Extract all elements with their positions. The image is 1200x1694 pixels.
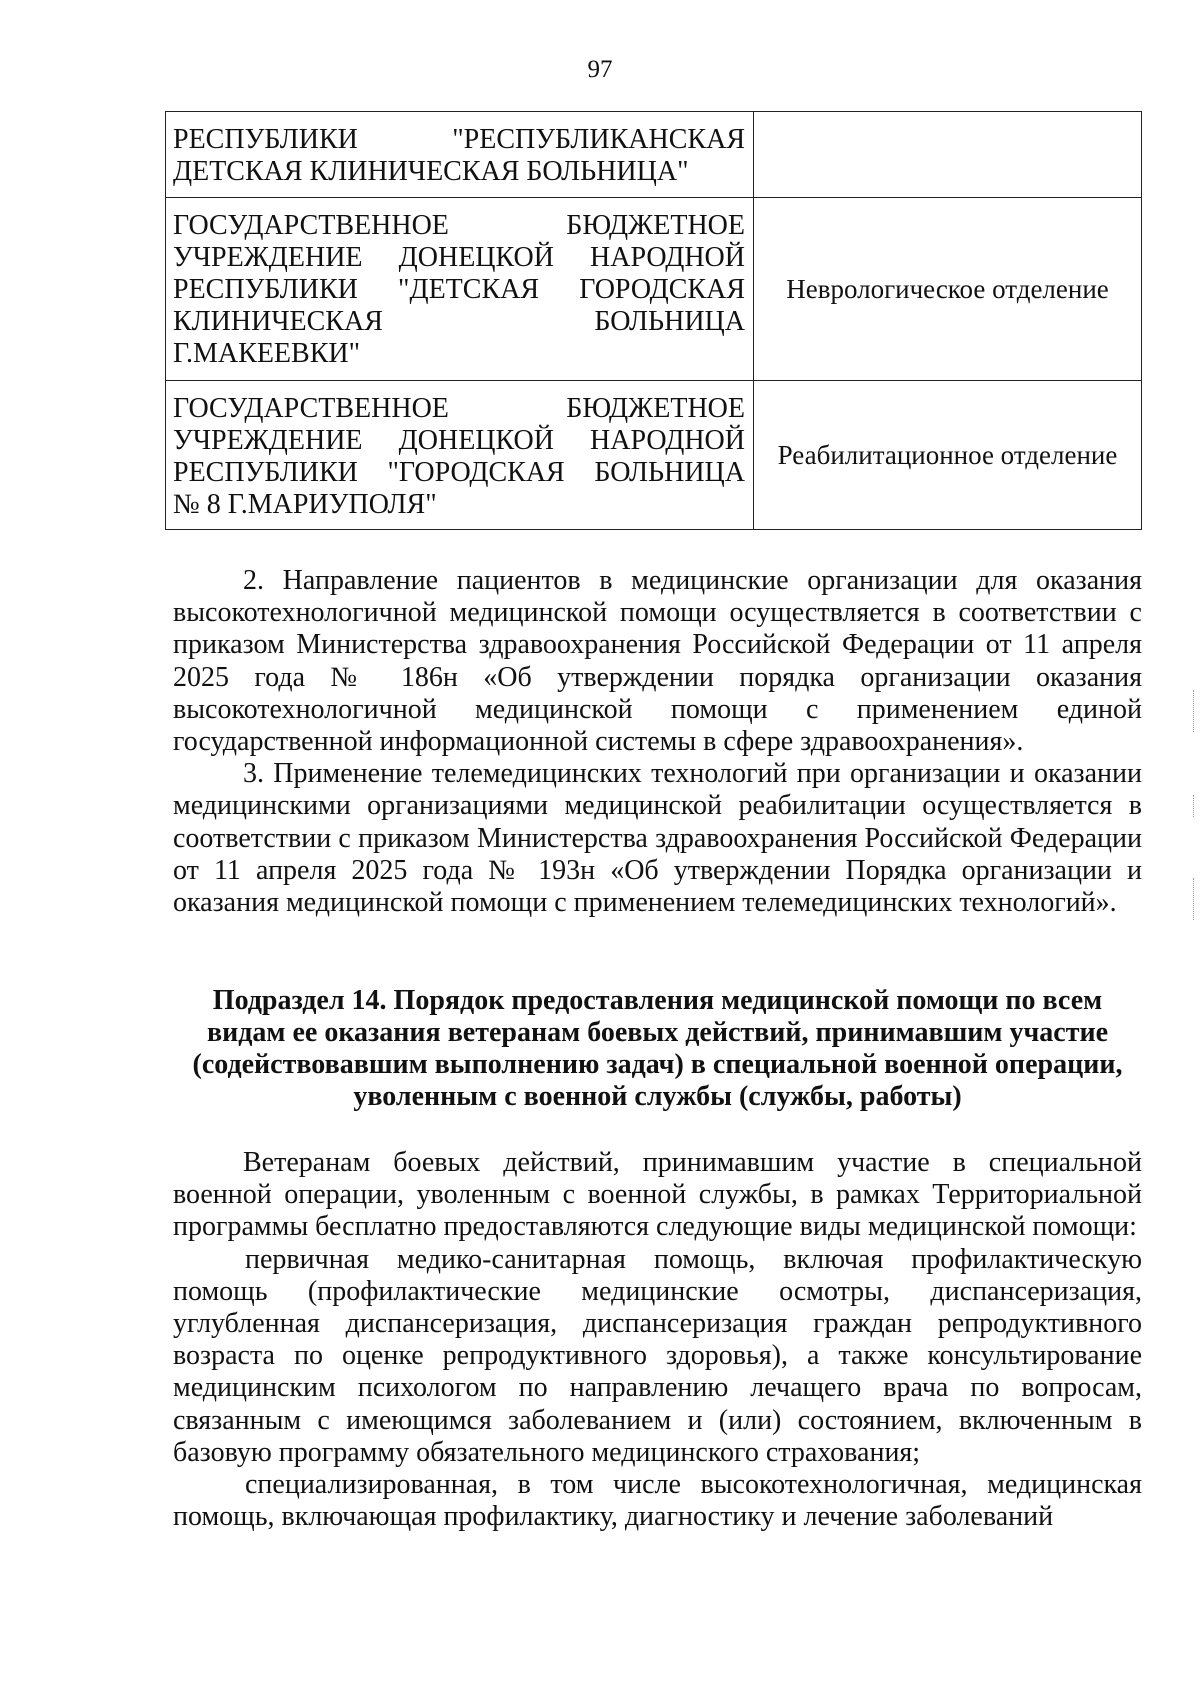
organization-name-line: РЕСПУБЛИКИ "ДЕТСКАЯ ГОРОДСКАЯ bbox=[173, 274, 745, 305]
section-heading-line: Подраздел 14. Порядок предоставления медицинской помощи по всем bbox=[212, 985, 1103, 1016]
organization-name-line: УЧРЕЖДЕНИЕ ДОНЕЦКОЙ НАРОДНОЙ bbox=[173, 425, 745, 456]
organization-name-line: ГОСУДАРСТВЕННОЕ БЮДЖЕТНОЕ bbox=[173, 393, 745, 424]
margin-scan-mark bbox=[1193, 795, 1196, 817]
referral-section bbox=[173, 565, 1142, 919]
section-heading-line: (содействовавшим выполнению задач) в специальной военной операции, bbox=[192, 1049, 1123, 1080]
department-cell: Неврологическое отделение bbox=[754, 198, 1142, 381]
table-row bbox=[166, 112, 1142, 198]
margin-scan-mark bbox=[1193, 878, 1196, 920]
organizations-table bbox=[165, 111, 1142, 530]
paragraph-veterans-intro: Ветеранам боевых действий, принимавшим участие в специальной военной операции, уволенным с военной службы, в рамках Территориальной программы бесплатно предоставляются следующие виды медицинской помощи: bbox=[173, 1147, 1142, 1243]
organization-cell bbox=[166, 198, 754, 381]
organization-name-line: КЛИНИЧЕСКАЯ БОЛЬНИЦА bbox=[173, 306, 745, 337]
paragraph-primary-care: первичная медико-санитарная помощь, включая профилактическую помощь (профилактические медицинские осмотры, диспансеризация, углубленная диспансеризация, диспансеризация граждан репродуктивного возраста по оценке репродуктивного здоровья), а также консультирование медицинским психологом по направлению лечащего врача по вопросам, связанным с имеющимся заболеванием и (или) состоянием, включенным в базовую программу обязательного медицинского страхования; bbox=[173, 1243, 1142, 1468]
organization-name-line: Г.МАКЕЕВКИ" bbox=[173, 338, 361, 369]
organization-name-line: ДЕТСКАЯ КЛИНИЧЕСКАЯ БОЛЬНИЦА" bbox=[173, 156, 689, 187]
veterans-section bbox=[173, 1147, 1142, 1533]
organization-name-line: ГОСУДАРСТВЕННОЕ БЮДЖЕТНОЕ bbox=[173, 210, 745, 241]
organization-name-line: РЕСПУБЛИКИ "РЕСПУБЛИКАНСКАЯ bbox=[173, 124, 745, 155]
paragraph-specialized-care: специализированная, в том числе высокотехнологичная, медицинская помощь, включающая профилактику, диагностику и лечение заболеваний bbox=[173, 1469, 1142, 1533]
organization-name-line: УЧРЕЖДЕНИЕ ДОНЕЦКОЙ НАРОДНОЙ bbox=[173, 242, 745, 273]
organization-cell bbox=[166, 381, 754, 530]
section-heading-line: видам ее оказания ветеранам боевых действий, принимавшим участие bbox=[206, 1017, 1109, 1048]
paragraph-hightech-referral: 2. Направление пациентов в медицинские организации для оказания высокотехнологичной медицинской помощи осуществляется в соответствии с приказом Министерства здравоохранения Российской Федерации от 11 апреля 2025 года № 186н «Об утверждении порядка организации оказания высокотехнологичной медицинской помощи с применением единой государственной информационной системы в сфере здравоохранения». bbox=[173, 565, 1142, 758]
department-cell: Реабилитационное отделение bbox=[754, 381, 1142, 530]
margin-scan-mark bbox=[1193, 690, 1196, 732]
department-cell bbox=[754, 112, 1142, 198]
paragraph-telemedicine: 3. Применение телемедицинских технологий при организации и оказании медицинскими организациями медицинской реабилитации осуществляется в соответствии с приказом Министерства здравоохранения Российской Федерации от 11 апреля 2025 года № 193н «Об утверждении Порядка организации и оказания медицинской помощи с применением телемедицинских технологий». bbox=[173, 758, 1142, 919]
table-row bbox=[166, 381, 1142, 530]
organization-name-line: № 8 Г.МАРИУПОЛЯ" bbox=[173, 489, 437, 520]
organization-cell bbox=[166, 112, 754, 198]
section-heading-line: уволенным с военной службы (службы, работы) bbox=[353, 1081, 962, 1112]
section-heading bbox=[173, 985, 1142, 1113]
organization-name-line: РЕСПУБЛИКИ "ГОРОДСКАЯ БОЛЬНИЦА bbox=[173, 457, 745, 488]
page-number: 97 bbox=[587, 56, 613, 83]
table-row bbox=[166, 198, 1142, 381]
